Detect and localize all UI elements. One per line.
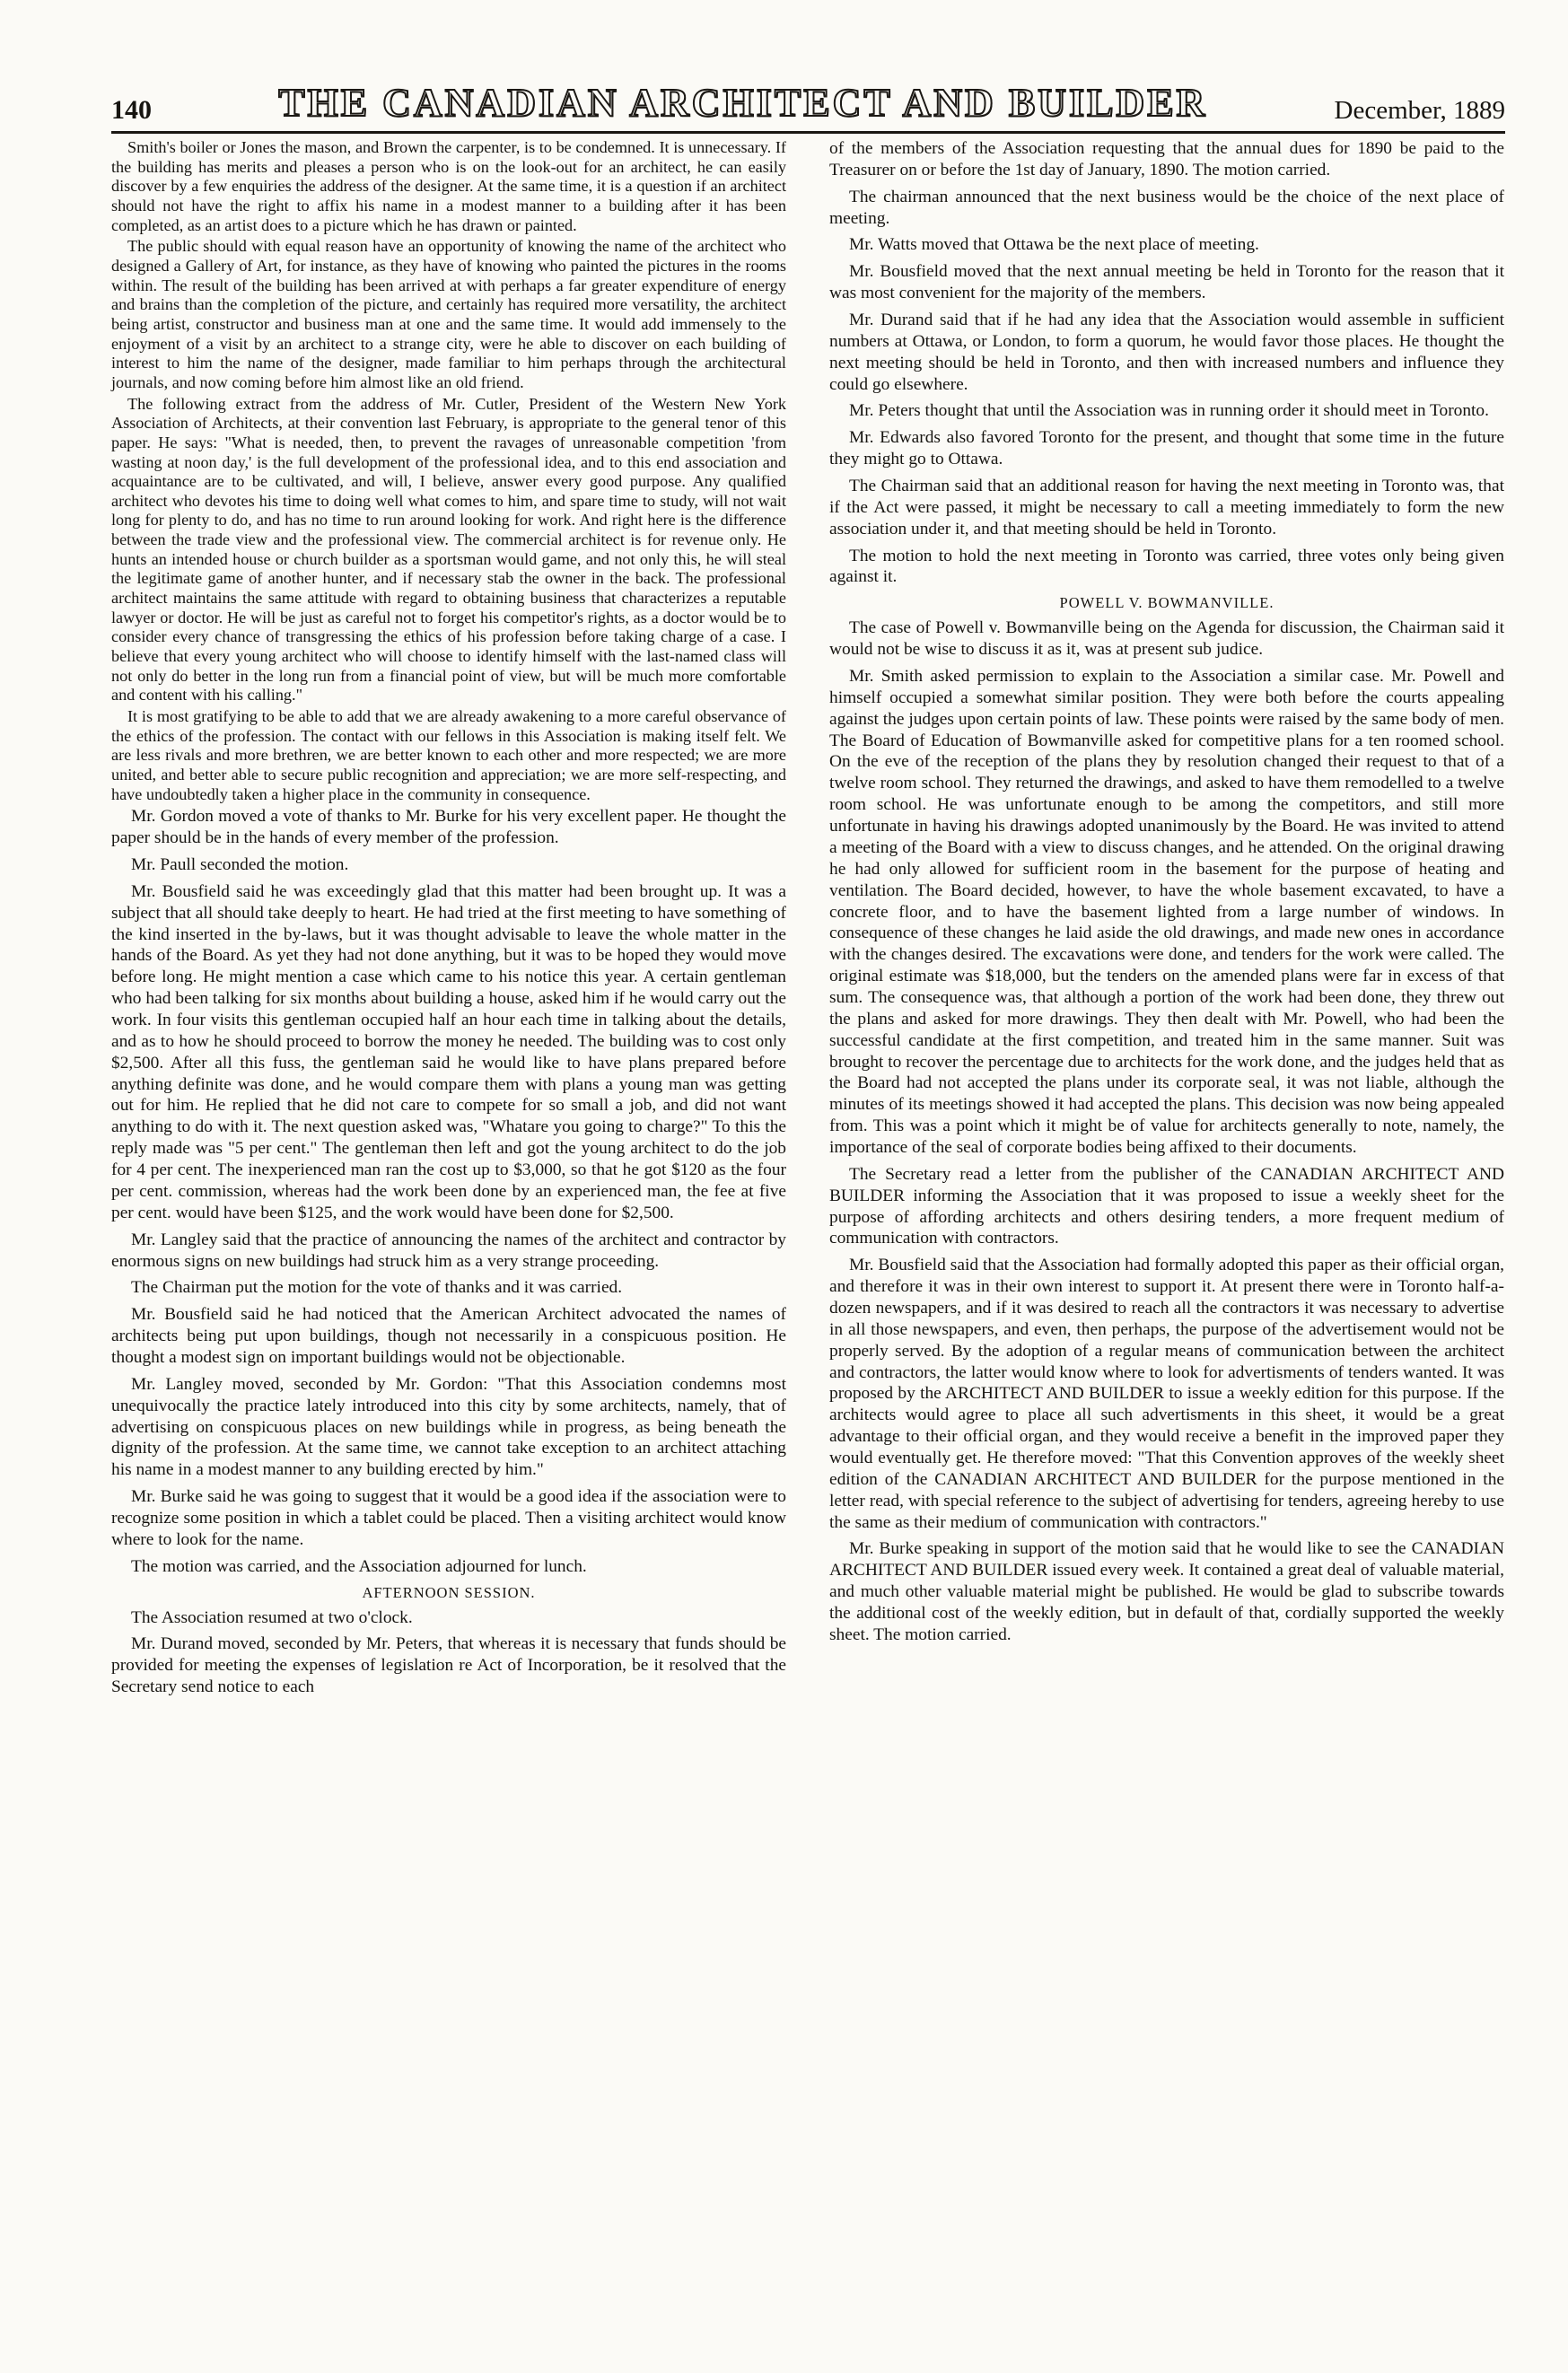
paragraph: Mr. Durand said that if he had any idea that the Association would assemble in sufficient numbers at Ottawa, or London, to form a quorum, he would favor those places. He thought the next meeting should be held in Toronto, and then with increased numbers and influence they could go elsewhere.: [829, 311, 1504, 394]
masthead: THE CANADIAN ARCHITECT AND BUILDER: [278, 81, 1208, 125]
paragraph: Mr. Durand moved, seconded by Mr. Peters, that whereas it is necessary that funds should be provided for meeting the expenses of legislation re Act of Incorporation, be it resolved that the Secretary send notice to each: [111, 1634, 786, 1697]
left-column: [111, 138, 786, 1703]
paragraph: Mr. Langley moved, seconded by Mr. Gordon: "That this Association condemns most unequivocally the practice lately introduced into this city by some architects, namely, that of advertising on conspicuous places on new buildings while in progress, as being beneath the dignity of the profession. At the same time, we cannot take exception to an architect attaching his name in a modest manner to any building erected by him.": [111, 1374, 786, 1480]
right-column: [829, 138, 1504, 1703]
paragraph: Mr. Burke speaking in support of the motion said that he would like to see the CANADIAN ARCHITECT AND BUILDER issued every week. It contained a great deal of valuable material, and much other valuable material might be published. He would be glad to subscribe towards the additional cost of the weekly edition, but in default of that, cordially supported the weekly sheet. The motion carried.: [829, 1539, 1504, 1644]
paragraph: Smith's boiler or Jones the mason, and Brown the carpenter, is to be condemned. It is unnecessary. If the building has merits and pleases a person who is on the look-out for an architect, he can easily discover by a few enquiries the address of the designer. At the same time, it is a question if an architect should not have the right to affix his name in a modest manner to a building after it has been completed, as an artist does to a picture which he has drawn or painted.: [111, 138, 786, 234]
paragraph: The chairman announced that the next business would be the choice of the next place of meeting.: [829, 187, 1504, 228]
page-header: [111, 70, 1505, 134]
paragraph: The public should with equal reason have an opportunity of knowing the name of the architect who designed a Gallery of Art, for instance, as they have of knowing who painted the pictures in the rooms within. The result of the building has been arrived at with perhaps a far greater expenditure of energy and brains than the completion of the picture, and certainly has required more versatility, the architect being artist, constructor and business man at one and the same time. It would add immensely to the enjoyment of a visit by an architect to a strange city, were he able to discover on each building of interest to him the name of the designer, made familiar to him perhaps through the architectural journals, and now coming before him almost like an old friend.: [111, 237, 786, 391]
section-heading: AFTERNOON SESSION.: [362, 1583, 536, 1601]
paragraph: Mr. Burke said he was going to suggest that it would be a good idea if the association were to recognize some position in which a tablet could be placed. Then a visiting architect would know where to look for the name.: [111, 1487, 786, 1549]
paragraph: Mr. Edwards also favored Toronto for the present, and thought that some time in the future they might go to Ottawa.: [829, 428, 1504, 469]
paragraph: The Chairman put the motion for the vote of thanks and it was carried.: [131, 1278, 623, 1298]
paragraph: Mr. Watts moved that Ottawa be the next place of meeting.: [849, 235, 1259, 255]
paragraph: The case of Powell v. Bowmanville being on the Agenda for discussion, the Chairman said it would not be wise to discuss it as it, was at present sub judice.: [829, 618, 1504, 660]
paragraph: It is most gratifying to be able to add that we are already awakening to a more careful observance of the ethics of the profession. The contact with our fellows in this Association is making itself felt. We are less rivals and more brethren, we are better known to each other and more respected; we are more united, and better able to secure public recognition and appreciation; we are more self-respecting, and have undoubtedly taken a higher place in the community in consequence.: [111, 707, 786, 803]
paragraph: Mr. Bousfield said he had noticed that the American Architect advocated the names of architects being put upon buildings, though not necessarily in a conspicuous position. He thought a modest sign on important buildings would not be objectionable.: [111, 1305, 786, 1367]
paragraph: Mr. Bousfield moved that the next annual meeting be held in Toronto for the reason that it was most convenient for the majority of the members.: [829, 262, 1504, 303]
section-heading: POWELL V. BOWMANVILLE.: [1059, 594, 1275, 612]
paragraph: The Association resumed at two o'clock.: [131, 1607, 413, 1627]
paragraph: The following extract from the address of Mr. Cutler, President of the Western New York Association of Architects, at their convention last February, is appropriate to the general tenor of this paper. He says: "What is needed, then, to prevent the ravages of unreasonable competition 'from wasting at noon day,' is the full development of the professional idea, and to this end association and acquaintance are to be cultivated, and will, I believe, answer every good purpose. Any qualified architect who devotes his time to doing well what comes to him, and spare time to study, will not wait long for plenty to do, and has no time to run around looking for work. And right here is the difference between the trade view and the professional view. The commercial architect is for revenue only. He hunts an intended house or church builder as a sportsman would game, and not only this, he will steal the legitimate game of another hunter, and if necessary stab the owner in the back. The professional architect maintains the same attitude with regard to obtaining business that characterizes a reputable lawyer or doctor. He will be just as careful not to forget his competitor's rights, as a doctor would be to consider every chance of transgressing the ethics of his profession before taking charge of a case. I believe that every young architect who will choose to identify himself with the last-named class will not only do better in the long run from a financial point of view, but will be much more comfortable and content with his calling.": [111, 394, 786, 705]
paragraph: The Secretary read a letter from the publisher of the CANADIAN ARCHITECT AND BUILDER informing the Association that it was proposed to issue a weekly sheet for the purpose of affording architects and others desiring tenders, a more frequent medium of communication with contractors.: [829, 1164, 1504, 1248]
paragraph: Mr. Langley said that the practice of announcing the names of the architect and contractor by enormous signs on new buildings had struck him as a very strange proceeding.: [111, 1230, 786, 1271]
paragraph: The Chairman said that an additional reason for having the next meeting in Toronto was, that if the Act were passed, it might be necessary to call a meeting immediately to form the new association under it, and that meeting should be held in Toronto.: [829, 477, 1504, 539]
paragraph: Mr. Paull seconded the motion.: [131, 855, 349, 875]
paragraph: Mr. Bousfield said that the Association had formally adopted this paper as their official organ, and therefore it was in their own interest to support it. At present there were in Toronto half-a-dozen newspapers, and if it was desired to reach all the contractors it was necessary to advertise in all those newspapers, and even, then perhaps, the purpose of the advertisement would not be properly served. By the adoption of a regular means of communication between the architect and contractors, the latter would know where to look for advertisments of tenders wanted. It was proposed by the ARCHITECT AND BUILDER to issue a weekly edition for this purpose. If the architects would agree to place all such advertisments in this sheet, it would be a great advantage to their official organ, and they would receive a benefit in the improved paper they would eventually get. He therefore moved: "That this Convention approves of the weekly sheet edition of the CANADIAN ARCHITECT AND BUILDER for the purpose mentioned in the letter read, with special reference to the subject of advertising for tenders, agreeing hereby to use the same as their medium of communication with contractors.": [829, 1256, 1504, 1532]
issue-date: December, 1889: [1334, 96, 1505, 125]
article-body: [111, 138, 1504, 1703]
paragraph: The motion to hold the next meeting in Toronto was carried, three votes only being given against it.: [829, 546, 1504, 587]
paragraph: of the members of the Association requesting that the annual dues for 1890 be paid to the Treasurer on or before the 1st day of January, 1890. The motion carried.: [829, 139, 1504, 180]
paragraph: Mr. Smith asked permission to explain to the Association a similar case. Mr. Powell and himself occupied a somewhat similar position. They were both before the courts appealing against the judges upon certain points of law. These points were raised by the same body of men. The Board of Education of Bowmanville asked for competitive plans for a ten roomed school. On the eve of the reception of the plans they by resolution changed their request to that of a twelve room school. They returned the drawings, and asked to have them remodelled to a twelve room school. He was unfortunate enough to be among the competitors, and still more unfortunate in having his drawings adopted unanimously by the Board. He was invited to attend a meeting of the Board with a view to discuss changes, and he attended. On the original drawing he had only allowed for sufficient room in the basement for the purpose of heating and ventilation. The Board decided, however, to have the whole basement excavated, to have a concrete floor, and to have the basement lighted from a large number of windows. In consequence of these changes he laid aside the old drawings, and made new ones in accordance with the changes desired. The excavations were done, and tenders for the work were called. The original estimate was $18,000, but the tenders on the amended plans were far in excess of that sum. The consequence was, that although a portion of the work had been done, they threw out the plans and asked for more drawings. They then dealt with Mr. Powell, who had been the successful candidate at the first competition, and treated him in the same manner. Suit was brought to recover the percentage due to architects for the work done, and the judges held that as the Board had not accepted the plans under its corporate seal, it was not liable, although the minutes of its meetings showed it had accepted the plans. This decision was now being appealed from. This was a point which it might be of value for architects generally to note, namely, the importance of the seal of corporate bodies being affixed to their documents.: [829, 667, 1504, 1157]
paragraph: Mr. Gordon moved a vote of thanks to Mr. Burke for his very excellent paper. He thought the paper should be in the hands of every member of the profession.: [111, 807, 786, 848]
paragraph: Mr. Bousfield said he was exceedingly glad that this matter had been brought up. It was a subject that all should take deeply to heart. He had tried at the first meeting to have something of the kind inserted in the by-laws, but it was thought advisable to leave the whole matter in the hands of the Board. As yet they had not done anything, but it was to be hoped they would move before long. He might mention a case which came to his notice this year. A certain gentleman who had been talking for six months about building a house, asked him if he would carry out the work. In four visits this gentleman occupied half an hour each time in talking about the details, and as to how he should proceed to borrow the money he needed. The building was to cost only $2,500. After all this fuss, the gentleman said he would like to have plans prepared before anything definite was done, and he would compare them with plans a young man was getting out for him. He replied that he did not care to compete for so small a job, and did not want anything to do with it. The next question asked was, "Whatare you going to charge?" To this the reply made was "5 per cent." The gentleman then left and got the young architect to do the job for 4 per cent. The inexperienced man ran the cost up to $3,000, so that he got $120 as the four per cent. commission, whereas had the work been done by an experienced man, the fee at five per cent. would have been $125, and the work would have been done for $2,500.: [111, 881, 786, 1222]
paragraph: The motion was carried, and the Association adjourned for lunch.: [131, 1556, 587, 1576]
page-number: 140: [111, 95, 152, 125]
paragraph: Mr. Peters thought that until the Association was in running order it should meet in Toronto.: [849, 401, 1489, 421]
